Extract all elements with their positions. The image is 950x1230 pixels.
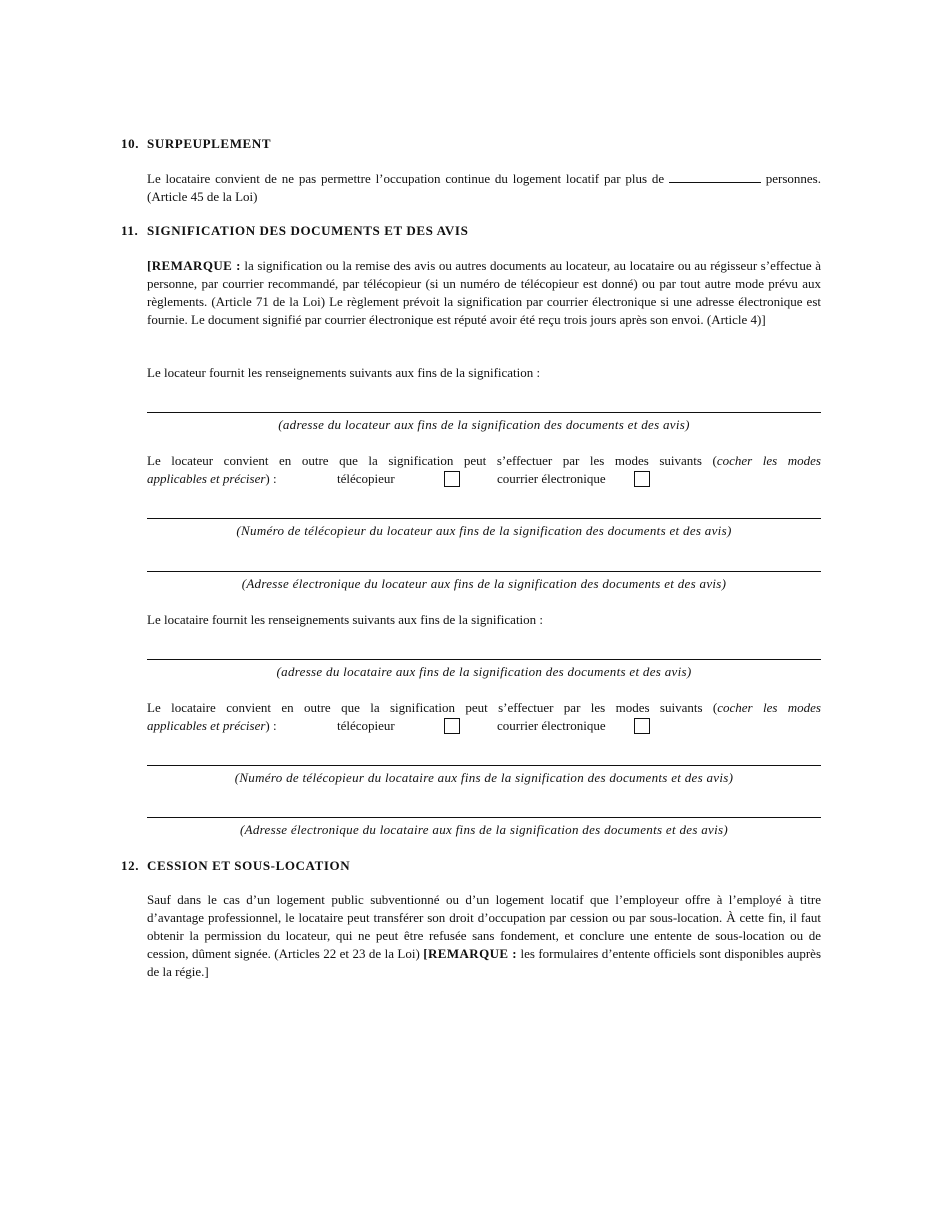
landlord-email-checkbox[interactable] xyxy=(634,471,650,487)
modes-tail: ) : xyxy=(265,471,277,486)
section-10-text xyxy=(147,170,821,206)
modes-italic: cocher les modes xyxy=(717,700,821,715)
section-11-heading xyxy=(121,222,468,240)
modes-italic: applicables et préciser xyxy=(147,471,266,486)
max-occupants-blank[interactable] xyxy=(669,170,761,183)
overcrowding-text: Le locataire convient de ne pas permettre l’occupation continue du logement locatif par plus de xyxy=(147,171,665,186)
landlord-email-line[interactable] xyxy=(147,571,821,572)
landlord-modes xyxy=(147,452,821,488)
landlord-fax-caption: (Numéro de télécopieur du locateur aux fins de la signification des documents et des avis) xyxy=(236,523,732,538)
section-number: 10. xyxy=(121,136,140,151)
fax-option-label: télécopieur xyxy=(337,718,395,733)
section-title: SIGNIFICATION DES DOCUMENTS ET DES AVIS xyxy=(147,223,469,238)
assignment-text: Sauf dans le cas d’un logement public subventionné ou d’un logement locatif que l’employeur offre à l’employé à titre d’avantage professionnel, le locataire peut transférer son droit d’occupation par cession ou par sous-location. À cette fin, il faut obtenir la permission du locateur, qui ne peut être refusée sans fondement, et conclure une entente de sous-location ou de cession, dûment signée. (Articles 22 et 23 de la Loi) xyxy=(147,892,821,961)
section-12-heading xyxy=(121,857,350,875)
note-text: la signification ou la remise des avis ou autres documents au locateur, au locataire ou au régisseur s’effectue à personne, par courrier recommandé, par télécopieur (si un numéro de télécopieur est donné) ou par tout autre mode prévu aux règlements. (Article 71 de la Loi) Le règlement prévoit la signification par courrier électronique si une adresse électronique est fournie. Le document signifié par courrier électronique est réputé avoir été reçu trois jours après son envoi. (Article 4)] xyxy=(147,258,821,327)
tenant-fax-checkbox[interactable] xyxy=(444,718,460,734)
modes-tail: ) : xyxy=(265,718,277,733)
tenant-address-line[interactable] xyxy=(147,659,821,660)
tenant-email-checkbox[interactable] xyxy=(634,718,650,734)
note-label: [REMARQUE : xyxy=(147,258,241,273)
landlord-email-caption: (Adresse électronique du locateur aux fins de la signification des documents et des avis) xyxy=(241,576,727,591)
email-option-label: courrier électronique xyxy=(497,718,606,733)
section-number: 12. xyxy=(121,858,140,873)
email-option-label: courrier électronique xyxy=(497,471,606,486)
modes-italic: cocher les modes xyxy=(716,453,821,468)
landlord-fax-line[interactable] xyxy=(147,518,821,519)
modes-text: Le locataire convient en outre que la signification peut s’effectuer par les modes suivants ( xyxy=(147,700,718,715)
tenant-modes xyxy=(147,699,821,735)
section-number: 11. xyxy=(121,223,139,238)
tenant-email-caption: (Adresse électronique du locataire aux fins de la signification des documents et des avis) xyxy=(239,822,729,837)
landlord-address-line[interactable] xyxy=(147,412,821,413)
modes-italic: applicables et préciser xyxy=(147,718,266,733)
tenant-fax-line[interactable] xyxy=(147,765,821,766)
tenant-intro: Le locataire fournit les renseignements suivants aux fins de la signification : xyxy=(147,612,544,627)
tenant-fax-caption: (Numéro de télécopieur du locataire aux fins de la signification des documents et des avis) xyxy=(234,770,734,785)
landlord-address-caption: (adresse du locateur aux fins de la signification des documents et des avis) xyxy=(278,417,690,432)
landlord-intro: Le locateur fournit les renseignements suivants aux fins de la signification : xyxy=(147,365,541,380)
fax-option-label: télécopieur xyxy=(337,471,395,486)
tenant-email-line[interactable] xyxy=(147,817,821,818)
note-label: [REMARQUE : xyxy=(423,946,518,961)
section-title: SURPEUPLEMENT xyxy=(147,136,272,151)
section-11-note xyxy=(147,257,821,329)
section-title: CESSION ET SOUS-LOCATION xyxy=(147,858,351,873)
section-10-heading xyxy=(121,135,271,153)
modes-text: Le locateur convient en outre que la signification peut s’effectuer par les modes suivants ( xyxy=(147,453,717,468)
overcrowding-text-end: personnes. (Article 45 de la Loi) xyxy=(147,171,821,204)
landlord-fax-checkbox[interactable] xyxy=(444,471,460,487)
section-12-text xyxy=(147,891,821,981)
tenant-address-caption: (adresse du locataire aux fins de la signification des documents et des avis) xyxy=(276,664,692,679)
note-text: les formulaires d’entente officiels sont disponibles auprès de la régie.] xyxy=(147,946,821,979)
